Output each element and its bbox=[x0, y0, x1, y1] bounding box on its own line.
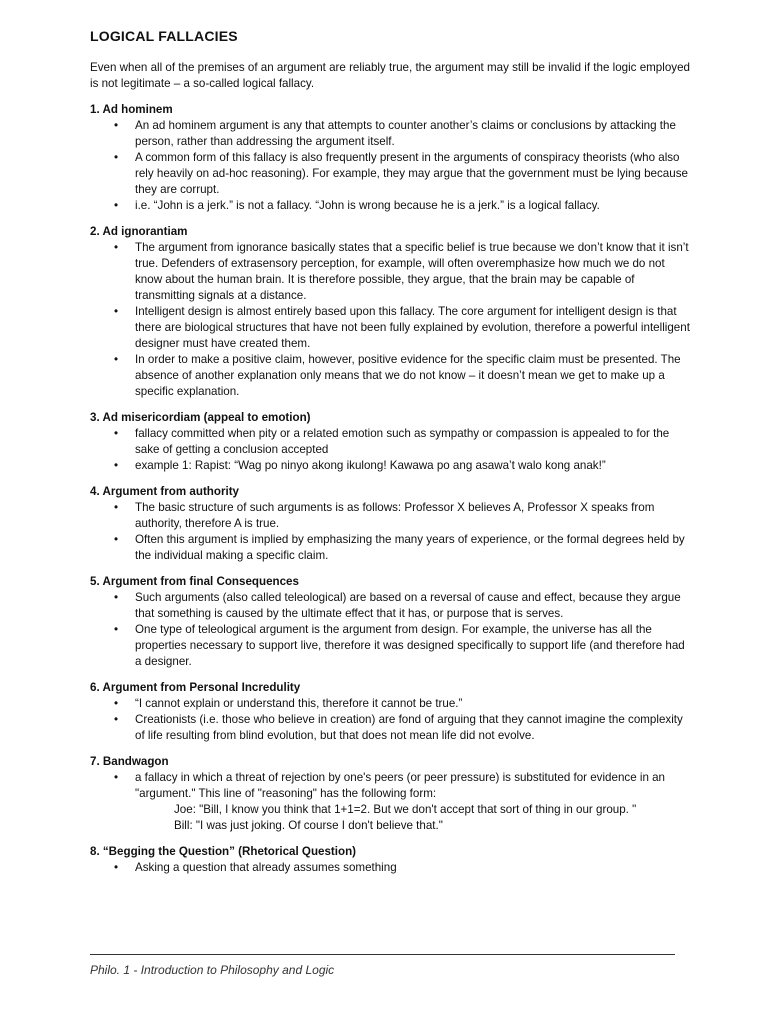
document-title: LOGICAL FALLACIES bbox=[90, 28, 238, 44]
intro-paragraph: Even when all of the premises of an argument are reliably true, the argument may still be invalid if the logic employed is not legitimate – a so-called logical fallacy. bbox=[90, 61, 690, 90]
page-footer bbox=[90, 954, 675, 977]
section-ad-misericordiam bbox=[90, 410, 690, 474]
bullet-item: • In order to make a positive claim, however, positive evidence for the specific claim must be presented. The absence of another explanation only means that we do not know – it doesn’t mean we get to make up a specific explanation. bbox=[90, 352, 690, 400]
dialog-line-joe: Joe: "Bill, I know you think that 1+1=2. But we don't accept that sort of thing in our group. " bbox=[174, 803, 637, 816]
bullet-item: • The argument from ignorance basically states that a specific belief is true because we don’t know that it isn’t true. Defenders of extrasensory perception, for example, will often overemphasize how much we do not know about the human brain. It is therefore possible, they argue, that the brain may be capable of transmitting signals at a distance. bbox=[90, 240, 690, 304]
section-begging-the-question bbox=[90, 844, 690, 876]
bullet-list bbox=[90, 240, 690, 400]
section-argument-from-authority bbox=[90, 484, 690, 564]
bullet-item: • A common form of this fallacy is also frequently present in the arguments of conspiracy theorists (who also rely heavily on ad-hoc reasoning). For example, they may argue that the government must be lying because they are corrupt. bbox=[90, 150, 690, 198]
bullet-list bbox=[90, 770, 690, 802]
bullet-item: • Creationists (i.e. those who believe in creation) are fond of arguing that they cannot imagine the complexity of life resulting from blind evolution, but that does not mean life did not evolve. bbox=[90, 712, 690, 744]
bullet-item: • Asking a question that already assumes something bbox=[90, 860, 690, 876]
section-personal-incredulity bbox=[90, 680, 690, 744]
section-heading: 4. Argument from authority bbox=[90, 485, 240, 498]
bullet-item: • An ad hominem argument is any that attempts to counter another’s claims or conclusions by attacking the person, rather than addressing the argument itself. bbox=[90, 118, 690, 150]
bullet-item: • The basic structure of such arguments is as follows: Professor X believes A, Professor X speaks from authority, therefore A is true. bbox=[90, 500, 690, 532]
section-heading: 7. Bandwagon bbox=[90, 755, 169, 768]
section-ad-hominem bbox=[90, 102, 690, 214]
bullet-item: • fallacy committed when pity or a related emotion such as sympathy or compassion is appealed to for the sake of getting a conclusion accepted bbox=[90, 426, 690, 458]
section-heading: 3. Ad misericordiam (appeal to emotion) bbox=[90, 411, 311, 424]
bullet-item: • a fallacy in which a threat of rejection by one's peers (or peer pressure) is substituted for evidence in an "argument." This line of "reasoning" has the following form: bbox=[90, 770, 690, 802]
footer-text: Philo. 1 - Introduction to Philosophy and Logic bbox=[90, 963, 335, 977]
bullet-item: • Intelligent design is almost entirely based upon this fallacy. The core argument for intelligent design is that there are biological structures that have not been fully explained by evolution, therefore a powerful intelligent designer must have created them. bbox=[90, 304, 690, 352]
section-heading: 2. Ad ignorantiam bbox=[90, 225, 188, 238]
bullet-list bbox=[90, 696, 690, 744]
document-body bbox=[90, 28, 690, 886]
bullet-item: • Often this argument is implied by emphasizing the many years of experience, or the formal degrees held by the individual making a specific claim. bbox=[90, 532, 690, 564]
dialog-line-bill: Bill: "I was just joking. Of course I don't believe that." bbox=[174, 819, 443, 832]
bullet-list bbox=[90, 590, 690, 670]
section-heading: 8. “Begging the Question” (Rhetorical Question) bbox=[90, 845, 357, 858]
bullet-list bbox=[90, 426, 690, 474]
section-final-consequences bbox=[90, 574, 690, 670]
section-heading: 5. Argument from final Consequences bbox=[90, 575, 299, 588]
bullet-list bbox=[90, 118, 690, 214]
bullet-item: • example 1: Rapist: “Wag po ninyo akong ikulong! Kawawa po ang asawa’t walo kong anak!” bbox=[90, 458, 690, 474]
bullet-item: • Such arguments (also called teleological) are based on a reversal of cause and effect, because they argue that something is caused by the ultimate effect that it has, or purpose that is serves. bbox=[90, 590, 690, 622]
bullet-item: • i.e. “John is a jerk.” is not a fallacy. “John is wrong because he is a jerk.” is a logical fallacy. bbox=[90, 198, 690, 214]
section-heading: 6. Argument from Personal Incredulity bbox=[90, 681, 301, 694]
bullet-item: • One type of teleological argument is the argument from design. For example, the universe has all the properties necessary to support live, therefore it was designed specifically to support life (and therefore had a designer. bbox=[90, 622, 690, 670]
bullet-list bbox=[90, 860, 690, 876]
section-heading: 1. Ad hominem bbox=[90, 103, 173, 116]
section-bandwagon bbox=[90, 754, 690, 834]
bullet-item: • “I cannot explain or understand this, therefore it cannot be true.” bbox=[90, 696, 690, 712]
bullet-list bbox=[90, 500, 690, 564]
section-ad-ignorantiam bbox=[90, 224, 690, 400]
footer-divider bbox=[90, 954, 675, 955]
